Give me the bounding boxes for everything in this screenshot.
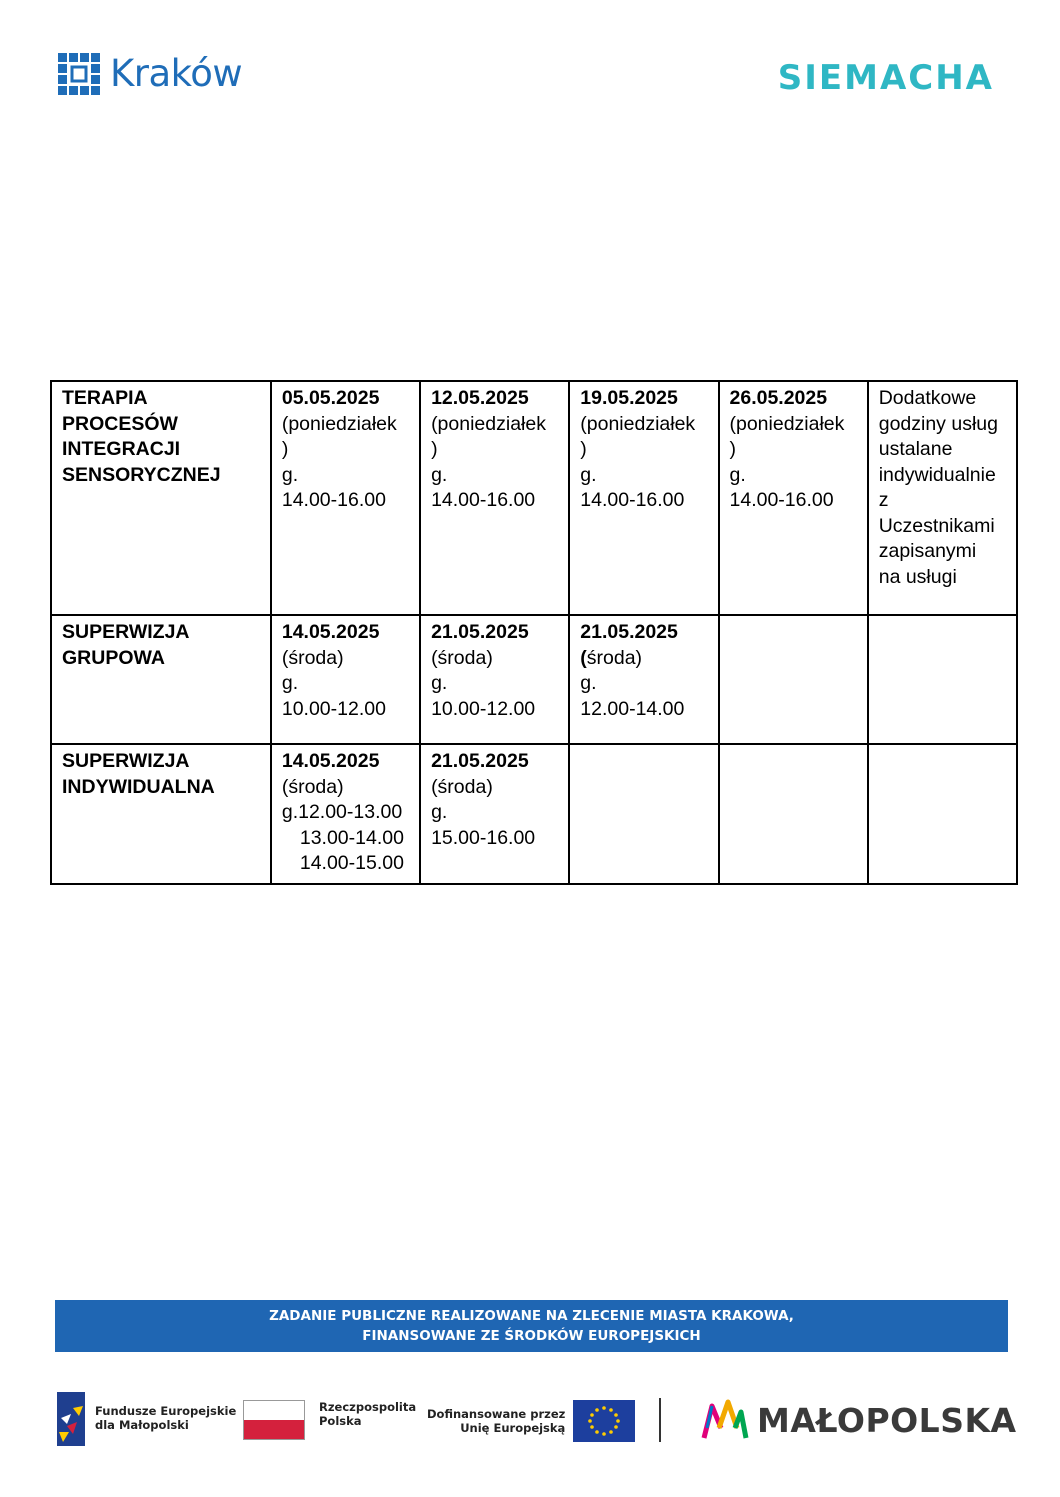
date-label: 12.05.2025 xyxy=(431,387,529,409)
footer-logos xyxy=(55,1388,1017,1448)
weekday-label: (poniedziałek xyxy=(281,412,397,435)
eu-flag-icon xyxy=(573,1400,635,1442)
row-title-line: SENSORYCZNEJ xyxy=(62,463,221,486)
weekday-label: (środa) xyxy=(431,775,493,798)
eu-cofinanced-logo xyxy=(427,1400,635,1442)
table-row xyxy=(51,744,1017,884)
date-cell xyxy=(420,744,569,884)
fundusze-europejskie-logo xyxy=(55,1388,236,1448)
weekday-label: (środa) xyxy=(431,646,493,669)
table-row xyxy=(51,381,1017,615)
note-line: na usługi xyxy=(878,565,957,588)
weekday-label: (poniedziałek xyxy=(580,412,696,435)
row-title-line: TERAPIA xyxy=(62,387,148,409)
note-line: godziny usług xyxy=(878,412,998,435)
note-line: z xyxy=(878,489,889,511)
date-label: 26.05.2025 xyxy=(729,387,828,409)
malopolska-logo xyxy=(701,1398,1017,1442)
note-line: Dodatkowe xyxy=(878,387,977,409)
time-range: 13.00-14.00 xyxy=(299,826,404,849)
date-label: 19.05.2025 xyxy=(580,387,678,409)
eu-text xyxy=(427,1407,565,1435)
date-cell xyxy=(271,381,420,615)
note-cell xyxy=(868,381,1017,615)
eu-line: Unię Europejską xyxy=(460,1421,566,1435)
row-title-cell xyxy=(51,744,271,884)
fundusze-europejskie-icon xyxy=(55,1388,89,1448)
rzeczpospolita-text xyxy=(319,1400,416,1428)
note-line: ustalane xyxy=(878,438,953,460)
hour-prefix: g. xyxy=(281,672,299,694)
rp-line: Rzeczpospolita xyxy=(319,1400,417,1414)
hour-prefix: g. xyxy=(580,672,597,694)
weekday-label: (poniedziałek xyxy=(431,412,546,435)
banner-line: FINANSOWANE ZE ŚRODKÓW EUROPEJSKICH xyxy=(362,1328,701,1344)
time-range: 14.00-16.00 xyxy=(281,489,386,511)
krakow-logo-text: Kraków xyxy=(110,52,243,95)
hour-prefix: g. xyxy=(580,463,597,486)
hour-prefix: g. xyxy=(281,463,299,486)
date-label: 21.05.2025 xyxy=(580,621,678,643)
time-range: 15.00-16.00 xyxy=(431,826,536,849)
weekday-label: (poniedziałek xyxy=(729,412,845,435)
logo-divider xyxy=(659,1398,661,1442)
note-line: Uczestnikami xyxy=(878,514,995,537)
weekday-text: środa) xyxy=(586,646,643,669)
krakow-crest-icon xyxy=(58,53,100,95)
empty-cell xyxy=(868,615,1017,744)
row-title-cell xyxy=(51,381,271,615)
time-range: 12.00-14.00 xyxy=(580,697,685,720)
row-title-line: SUPERWIZJA xyxy=(62,750,190,772)
weekday-label: ) xyxy=(281,438,289,460)
time-range: 10.00-12.00 xyxy=(431,697,536,720)
hour-prefix: g. xyxy=(431,463,448,486)
time-range: 14.00-16.00 xyxy=(580,489,685,511)
weekday-label: ) xyxy=(729,438,736,460)
time-range: 14.00-16.00 xyxy=(431,489,536,511)
schedule-table xyxy=(50,380,1018,885)
fundusze-europejskie-text xyxy=(95,1404,236,1432)
fe-line: Fundusze Europejskie xyxy=(95,1404,237,1418)
time-range: g.12.00-13.00 xyxy=(281,801,403,823)
malopolska-text: MAŁOPOLSKA xyxy=(757,1400,1017,1440)
hour-prefix: g. xyxy=(431,801,448,823)
date-cell xyxy=(271,615,420,744)
krakow-logo xyxy=(58,52,242,95)
date-cell xyxy=(569,615,718,744)
weekday-label: ) xyxy=(431,438,438,460)
hour-prefix: g. xyxy=(431,672,448,694)
date-cell xyxy=(271,744,420,884)
time-range: 14.00-16.00 xyxy=(729,489,834,511)
row-title-line: PROCESÓW xyxy=(62,412,178,435)
empty-cell xyxy=(868,744,1017,884)
date-label: 05.05.2025 xyxy=(281,387,380,409)
banner-line: ZADANIE PUBLICZNE REALIZOWANE NA ZLECENIE MIASTA KRAKOWA, xyxy=(269,1308,794,1324)
fe-line: dla Małopolski xyxy=(95,1418,189,1432)
date-label: 21.05.2025 xyxy=(431,750,529,772)
rp-line: Polska xyxy=(319,1414,362,1428)
date-cell xyxy=(569,381,718,615)
date-label: 14.05.2025 xyxy=(281,750,380,772)
table-row xyxy=(51,615,1017,744)
row-title-cell xyxy=(51,615,271,744)
row-title-line: INDYWIDUALNA xyxy=(62,775,215,798)
funding-banner xyxy=(55,1300,1008,1352)
row-title-line: SUPERWIZJA xyxy=(62,621,190,643)
note-line: zapisanymi xyxy=(878,540,977,562)
date-label: 14.05.2025 xyxy=(281,621,380,643)
date-label: 21.05.2025 xyxy=(431,621,529,643)
row-title-line: INTEGRACJI xyxy=(62,438,181,460)
empty-cell xyxy=(719,615,868,744)
row-title-line: GRUPOWA xyxy=(62,646,165,669)
time-range: 14.00-15.00 xyxy=(299,852,404,874)
date-cell xyxy=(420,615,569,744)
weekday-label: (środa) xyxy=(281,646,344,669)
weekday-label xyxy=(580,646,709,672)
weekday-paren: ( xyxy=(580,646,587,669)
eu-line: Dofinansowane przez xyxy=(427,1407,566,1421)
hour-prefix: g. xyxy=(729,463,746,486)
time-range: 10.00-12.00 xyxy=(281,697,386,720)
empty-cell xyxy=(719,744,868,884)
polish-flag-icon xyxy=(243,1400,305,1440)
malopolska-mark-icon xyxy=(701,1398,749,1442)
siemacha-logo: SIEMACHA xyxy=(777,58,994,98)
empty-cell xyxy=(569,744,718,884)
note-line: indywidualnie xyxy=(878,463,996,486)
weekday-label: ) xyxy=(580,438,587,460)
weekday-label: (środa) xyxy=(281,775,344,798)
rzeczpospolita-polska-logo xyxy=(243,1400,416,1440)
date-cell xyxy=(719,381,868,615)
date-cell xyxy=(420,381,569,615)
